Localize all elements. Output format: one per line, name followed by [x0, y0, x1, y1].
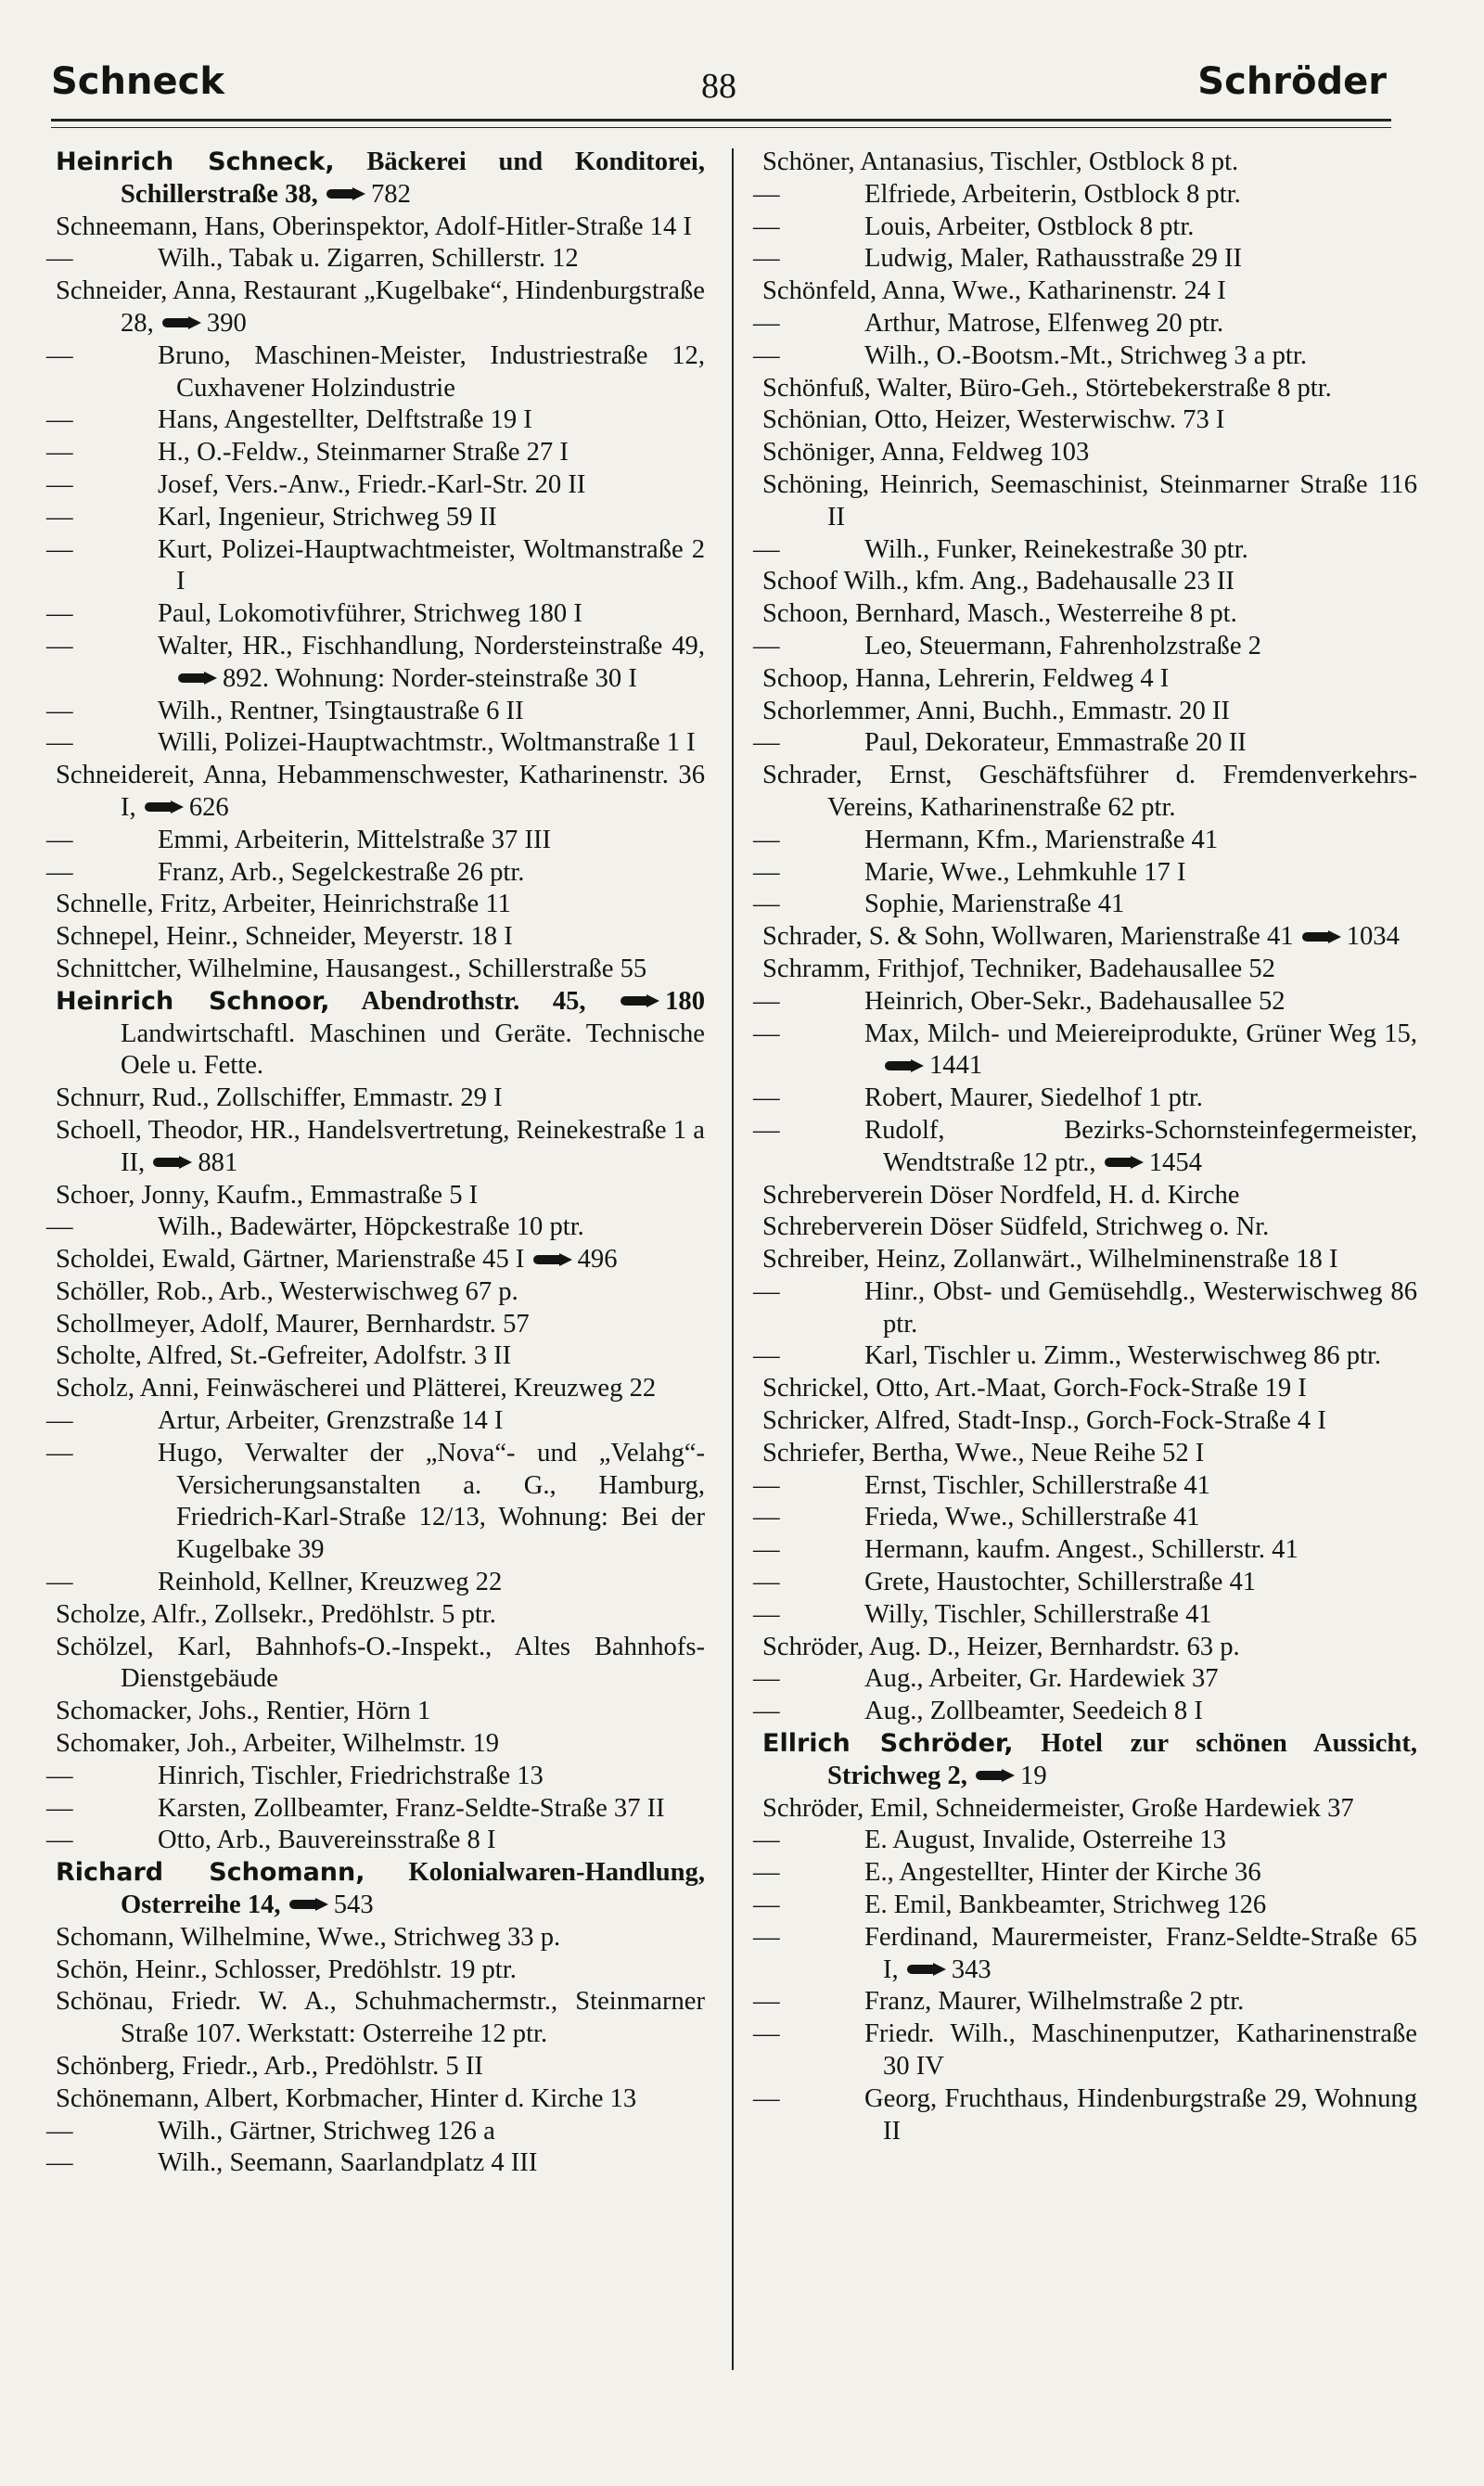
entry-text: Schöner, Antanasius, Tischler, Ostblock 8 pt. — [762, 147, 1239, 176]
entry-advertiser-name: Richard Schomann, — [56, 1858, 365, 1888]
ditto-dash: — — [753, 244, 780, 274]
phone-number: 180 — [665, 986, 705, 1016]
entry-text: Wilh., Tabak u. Zigarren, Schillerstr. 12 — [158, 244, 579, 274]
phone-number: 626 — [188, 792, 229, 822]
entry-text: Schnittcher, Wilhelmine, Hausangest., Schillerstraße 55 — [56, 954, 647, 983]
directory-entry — [753, 2083, 1417, 2148]
directory-entry — [753, 1825, 1417, 1857]
entry-text: Schönfuß, Walter, Büro-Geh., Störtebekerstraße 8 ptr. — [762, 373, 1332, 403]
ditto-dash: — — [46, 1406, 73, 1436]
entry-text: Schollmeyer, Adolf, Maurer, Bernhardstr. 57 — [56, 1309, 530, 1339]
phone-number: 543 — [333, 1890, 374, 1920]
directory-entry — [762, 760, 1417, 825]
entry-text: E. August, Invalide, Osterreihe 13 — [864, 1826, 1226, 1855]
ditto-dash: — — [46, 599, 73, 629]
header-rule-thick — [51, 119, 1391, 122]
entry-text: Wilh., Rentner, Tsingtaustraße 6 II — [158, 696, 524, 725]
ditto-dash: — — [753, 211, 780, 241]
entry-text: Friedr. Wilh., Maschinenputzer, Katharinenstraße 30 IV — [864, 2019, 1417, 2082]
directory-entry — [753, 1083, 1417, 1115]
directory-entry — [762, 373, 1417, 405]
header-rule-thin — [51, 127, 1391, 128]
directory-entry — [46, 1211, 705, 1244]
directory-entry — [56, 1244, 705, 1276]
entry-text: Paul, Lokomotivführer, Strichweg 180 I — [158, 599, 582, 629]
phone-number: 19 — [1020, 1761, 1047, 1790]
directory-entry — [56, 1340, 705, 1373]
entry-text: Rudolf, Bezirks-Schornsteinfegermeister, Wendtstraße 12 ptr., — [864, 1115, 1417, 1177]
directory-entry — [46, 2116, 705, 2148]
entry-text: Kolonialwaren-Handlung, Osterreihe 14, — [121, 1858, 706, 1920]
entry-text: Marie, Wwe., Lehmkuhle 17 I — [864, 857, 1186, 887]
entry-text: Scholze, Alfr., Zollsekr., Predöhlstr. 5 ptr. — [56, 1599, 496, 1629]
ditto-dash: — — [46, 2116, 73, 2146]
entry-text: Schöning, Heinrich, Seemaschinist, Steinmarner Straße 116 II — [762, 469, 1417, 532]
ditto-dash: — — [753, 1503, 780, 1532]
directory-entry — [56, 1276, 705, 1309]
entry-text: Schneidereit, Anna, Hebammenschwester, Katharinenstr. 36 I, — [56, 761, 705, 822]
directory-entry — [56, 1309, 705, 1341]
directory-entry — [56, 1599, 705, 1632]
entry-text: Wilh., O.-Bootsm.-Mt., Strichweg 3 a ptr. — [864, 340, 1307, 370]
entry-text: Hermann, kaufm. Angest., Schillerstr. 41 — [864, 1535, 1298, 1565]
directory-entry — [753, 1567, 1417, 1599]
directory-entry — [762, 1438, 1417, 1470]
entry-text: Scholte, Alfred, St.-Gefreiter, Adolfstr. 3 II — [56, 1341, 512, 1371]
phone-number: 782 — [371, 179, 411, 209]
header-right-keyword: Schröder — [1197, 60, 1387, 103]
directory-entry — [56, 147, 705, 211]
entry-text: Schneider, Anna, Restaurant „Kugelbake“, Hindenburgstraße 28, — [56, 276, 705, 338]
phone-number: 1454 — [1148, 1147, 1202, 1177]
ditto-dash: — — [46, 405, 73, 435]
telephone-icon — [162, 316, 203, 329]
directory-entry — [762, 954, 1417, 986]
entry-text: Schrader, S. & Sohn, Wollwaren, Marienstraße 41 — [762, 922, 1294, 952]
entry-text: E. Emil, Bankbeamter, Strichweg 126 — [864, 1890, 1267, 1920]
ditto-dash: — — [753, 825, 780, 854]
entry-text: Hinrich, Tischler, Friedrichstraße 13 — [158, 1761, 544, 1790]
directory-entry — [46, 437, 705, 469]
entry-text: Schramm, Frithjof, Techniker, Badehausallee 52 — [762, 954, 1275, 983]
entry-text-continued: Landwirtschaftl. Maschinen und Geräte. Technische Oele u. Fette. — [121, 1019, 705, 1081]
entry-text: Schreiber, Heinz, Zollanwärt., Wilhelminenstraße 18 I — [762, 1245, 1338, 1275]
telephone-icon — [533, 1253, 574, 1266]
ditto-dash: — — [753, 308, 780, 338]
entry-text: Schomacker, Johs., Rentier, Hörn 1 — [56, 1697, 431, 1726]
entry-text: Walter, HR., Fischhandlung, Nordersteinstraße 49, — [158, 631, 705, 660]
ditto-dash: — — [753, 1987, 780, 2017]
directory-entry — [762, 1244, 1417, 1276]
directory-entry — [753, 986, 1417, 1019]
ditto-dash: — — [46, 1761, 73, 1790]
directory-entry — [46, 727, 705, 760]
entry-text: Schröder, Aug. D., Heizer, Bernhardstr. 63 p. — [762, 1632, 1240, 1661]
page-header — [51, 51, 1387, 116]
directory-entry — [753, 534, 1417, 567]
entry-text: Schomann, Wilhelmine, Wwe., Strichweg 33 p. — [56, 1922, 561, 1952]
directory-entry — [56, 2083, 705, 2116]
directory-entry — [56, 1728, 705, 1761]
entry-text: Schönberg, Friedr., Arb., Predöhlstr. 5 II — [56, 2052, 483, 2082]
ditto-dash: — — [753, 1019, 780, 1048]
entry-text: Wilh., Funker, Reinekestraße 30 ptr. — [864, 534, 1248, 564]
entry-text: Schnelle, Fritz, Arbeiter, Heinrichstraße 11 — [56, 890, 511, 919]
entry-text: Scholdei, Ewald, Gärtner, Marienstraße 45 I — [56, 1245, 525, 1275]
entry-text: Ludwig, Maler, Rathausstraße 29 II — [864, 244, 1242, 274]
directory-entry — [46, 1761, 705, 1793]
directory-entry — [56, 1922, 705, 1954]
phone-number: 496 — [577, 1245, 618, 1275]
telephone-icon — [976, 1769, 1017, 1782]
directory-entry — [762, 566, 1417, 598]
entry-text: Schönau, Friedr. W. A., Schuhmachermstr., Steinmarner Straße 107. Werkstatt: Osterreihe 12 ptr. — [56, 1987, 705, 2049]
directory-entry — [56, 760, 705, 825]
page-number: 88 — [701, 67, 736, 106]
ditto-dash: — — [753, 728, 780, 758]
phone-number: 892 — [223, 663, 262, 693]
directory-entry — [56, 986, 705, 1083]
telephone-icon — [620, 994, 661, 1007]
ditto-dash: — — [46, 1212, 73, 1242]
directory-entry — [46, 1825, 705, 1857]
entry-text: Schöller, Rob., Arb., Westerwischweg 67 p. — [56, 1276, 518, 1306]
ditto-dash: — — [753, 1826, 780, 1855]
telephone-icon — [153, 1156, 194, 1169]
ditto-dash: — — [753, 631, 780, 660]
directory-entry — [46, 2147, 705, 2180]
entry-text: Schönfeld, Anna, Wwe., Katharinenstr. 24 I — [762, 276, 1226, 306]
ditto-dash: — — [46, 469, 73, 499]
directory-entry — [753, 1599, 1417, 1632]
telephone-icon — [178, 672, 219, 685]
directory-entry — [762, 696, 1417, 728]
directory-entry — [762, 1180, 1417, 1212]
entry-text: Schönian, Otto, Heizer, Westerwischw. 73 I — [762, 405, 1225, 435]
entry-text: Aug., Zollbeamter, Seedeich 8 I — [864, 1697, 1203, 1726]
telephone-icon — [145, 801, 186, 814]
directory-entry — [56, 1083, 705, 1115]
directory-entry — [46, 340, 705, 405]
ditto-dash: — — [753, 1276, 780, 1306]
telephone-icon — [326, 187, 367, 200]
entry-text: Schreberverein Döser Nordfeld, H. d. Kirche — [762, 1180, 1240, 1210]
ditto-dash: — — [753, 1568, 780, 1597]
directory-entry — [46, 469, 705, 502]
directory-entry — [762, 1793, 1417, 1826]
directory-entry — [56, 921, 705, 954]
ditto-dash: — — [753, 1890, 780, 1920]
directory-entry — [753, 631, 1417, 663]
directory-entry — [762, 404, 1417, 437]
entry-text: Schoon, Bernhard, Masch., Westerreihe 8 pt. — [762, 599, 1237, 629]
directory-entry — [762, 1373, 1417, 1405]
header-left-keyword: Schneck — [51, 60, 224, 103]
ditto-dash: — — [46, 340, 73, 370]
entry-text: Schöniger, Anna, Feldweg 103 — [762, 438, 1090, 468]
ditto-dash: — — [753, 1341, 780, 1371]
directory-entry — [46, 1438, 705, 1567]
entry-text: Grete, Haustochter, Schillerstraße 41 — [864, 1568, 1257, 1597]
phone-number: 343 — [951, 1954, 991, 1984]
entry-text: Schrickel, Otto, Art.-Maat, Gorch-Fock-Straße 19 I — [762, 1374, 1307, 1403]
directory-entry — [753, 179, 1417, 211]
entry-text: Schoop, Hanna, Lehrerin, Feldweg 4 I — [762, 663, 1170, 693]
directory-entry — [56, 1986, 705, 2051]
entry-text: Artur, Arbeiter, Grenzstraße 14 I — [158, 1406, 504, 1436]
ditto-dash: — — [46, 1568, 73, 1597]
entry-text: Schrader, Ernst, Geschäftsführer d. Fremdenverkehrs-Vereins, Katharinenstraße 62 ptr. — [762, 761, 1417, 822]
ditto-dash: — — [46, 502, 73, 532]
directory-entry — [56, 954, 705, 986]
entry-text: Schorlemmer, Anni, Buchh., Emmastr. 20 II — [762, 696, 1230, 725]
telephone-icon — [1105, 1156, 1145, 1169]
directory-entry — [762, 147, 1417, 179]
ditto-dash: — — [46, 728, 73, 758]
entry-text: Heinrich, Ober-Sekr., Badehausallee 52 — [864, 986, 1286, 1016]
entry-text: Karl, Tischler u. Zimm., Westerwischweg 86 ptr. — [864, 1341, 1382, 1371]
directory-entry — [753, 1663, 1417, 1696]
entry-text: Schönemann, Albert, Korbmacher, Hinter d. Kirche 13 — [56, 2083, 637, 2113]
entry-text: Abendrothstr. 45, — [329, 986, 586, 1016]
directory-entry — [762, 921, 1417, 954]
directory-entry — [753, 1890, 1417, 1922]
entry-text: Scholz, Anni, Feinwäscherei und Plätterei, Kreuzweg 22 — [56, 1374, 657, 1403]
left-column — [46, 147, 706, 2180]
directory-entry — [46, 598, 705, 631]
entry-text: Hermann, Kfm., Marienstraße 41 — [864, 825, 1219, 854]
directory-entry — [753, 1019, 1417, 1083]
ditto-dash: — — [46, 857, 73, 887]
directory-entry — [56, 1180, 705, 1212]
directory-entry — [46, 1405, 705, 1438]
ditto-dash: — — [46, 1438, 73, 1467]
directory-entry — [46, 404, 705, 437]
entry-text: Wilh., Badewärter, Höpckestraße 10 ptr. — [158, 1212, 584, 1242]
ditto-dash: — — [753, 179, 780, 209]
entry-text: Aug., Arbeiter, Gr. Hardewiek 37 — [864, 1664, 1219, 1694]
directory-entry — [762, 1632, 1417, 1664]
ditto-dash: — — [753, 1083, 780, 1113]
entry-text: Elfriede, Arbeiterin, Ostblock 8 ptr. — [864, 179, 1241, 209]
entry-text: Schreberverein Döser Südfeld, Strichweg o. Nr. — [762, 1212, 1270, 1242]
entry-text: Schnepel, Heinr., Schneider, Meyerstr. 18 I — [56, 922, 513, 952]
directory-entry — [753, 1986, 1417, 2018]
right-column — [753, 147, 1417, 2147]
telephone-icon — [907, 1963, 948, 1976]
directory-entry — [762, 276, 1417, 308]
directory-entry — [762, 469, 1417, 534]
ditto-dash: — — [753, 1858, 780, 1888]
ditto-dash: — — [753, 857, 780, 887]
directory-entry — [753, 825, 1417, 857]
ditto-dash: — — [753, 1664, 780, 1694]
directory-entry — [753, 1276, 1417, 1341]
phone-number: 1034 — [1346, 922, 1400, 952]
entry-text: Schneemann, Hans, Oberinspektor, Adolf-Hitler-Straße 14 I — [56, 211, 692, 241]
phone-number: 881 — [198, 1147, 238, 1177]
entry-text: Reinhold, Kellner, Kreuzweg 22 — [158, 1568, 503, 1597]
entry-text: Paul, Dekorateur, Emmastraße 20 II — [864, 728, 1247, 758]
entry-text: Frieda, Wwe., Schillerstraße 41 — [864, 1503, 1200, 1532]
directory-entry — [46, 1567, 705, 1599]
entry-text: Schoell, Theodor, HR., Handelsvertretung, Reinekestraße 1 a II, — [56, 1115, 705, 1177]
directory-entry — [56, 211, 705, 244]
directory-entry — [762, 437, 1417, 469]
directory-entry — [753, 727, 1417, 760]
entry-text: Schoer, Jonny, Kaufm., Emmastraße 5 I — [56, 1180, 479, 1210]
directory-entry — [56, 1857, 705, 1922]
entry-text-continued: . Wohnung: Norder-steinstraße 30 I — [262, 663, 637, 693]
directory-entry — [46, 825, 705, 857]
directory-entry — [56, 1632, 705, 1697]
directory-entry — [753, 1470, 1417, 1503]
entry-text: Schriefer, Bertha, Wwe., Neue Reihe 52 I — [762, 1438, 1205, 1467]
directory-entry — [762, 663, 1417, 696]
ditto-dash: — — [753, 1599, 780, 1629]
entry-text: Franz, Arb., Segelckestraße 26 ptr. — [158, 857, 525, 887]
ditto-dash: — — [753, 986, 780, 1016]
directory-entry — [753, 1696, 1417, 1728]
directory-entry — [46, 243, 705, 276]
directory-entry — [753, 889, 1417, 921]
directory-entry — [56, 276, 705, 340]
directory-entry — [753, 1922, 1417, 1987]
telephone-icon — [1302, 930, 1343, 943]
entry-text: Wilh., Gärtner, Strichweg 126 a — [158, 2116, 495, 2146]
ditto-dash: — — [46, 825, 73, 854]
entry-text: Hotel zur schönen Aussicht, Strichweg 2, — [827, 1729, 1417, 1790]
telephone-icon — [885, 1059, 926, 1072]
directory-entry — [753, 1857, 1417, 1890]
entry-text: Leo, Steuermann, Fahrenholzstraße 2 — [864, 631, 1261, 660]
ditto-dash: — — [46, 438, 73, 468]
entry-text: Willy, Tischler, Schillerstraße 41 — [864, 1599, 1212, 1629]
directory-entry — [753, 1115, 1417, 1180]
directory-entry — [753, 1340, 1417, 1373]
directory-entry — [762, 1405, 1417, 1438]
entry-text: Bruno, Maschinen-Meister, Industriestraße 12, Cuxhavener Holzindustrie — [158, 340, 705, 403]
ditto-dash: — — [753, 2083, 780, 2113]
ditto-dash: — — [753, 1115, 780, 1145]
ditto-dash: — — [46, 1826, 73, 1855]
directory-entry — [56, 889, 705, 921]
directory-entry — [46, 502, 705, 534]
directory-entry — [56, 1115, 705, 1180]
directory-entry — [753, 857, 1417, 890]
phone-number: 1441 — [929, 1051, 983, 1081]
entry-text: Bäckerei und Konditorei, Schillerstraße 38, — [121, 147, 705, 209]
ditto-dash: — — [46, 1793, 73, 1823]
ditto-dash: — — [46, 631, 73, 660]
directory-entry — [46, 857, 705, 890]
directory-entry — [753, 243, 1417, 276]
column-divider — [732, 148, 734, 2370]
directory-entry — [56, 1696, 705, 1728]
directory-entry — [46, 1793, 705, 1826]
entry-text: Schoof Wilh., kfm. Ang., Badehausalle 23 II — [762, 567, 1235, 596]
entry-text: Hugo, Verwalter der „Nova“- und „Velahg“-Versicherungsanstalten a. G., Hamburg, Friedrich-Karl-Straße 12/13, Wohnung: Bei der Kugelbake 39 — [158, 1438, 705, 1565]
entry-text: Hinr., Obst- und Gemüsehdlg., Westerwischweg 86 ptr. — [864, 1276, 1417, 1339]
entry-text: Max, Milch- und Meiereiprodukte, Grüner Weg 15, — [864, 1019, 1417, 1048]
directory-entry — [753, 211, 1417, 244]
directory-entry — [46, 696, 705, 728]
entry-text: Schnurr, Rud., Zollschiffer, Emmastr. 29 I — [56, 1083, 503, 1113]
entry-text: Otto, Arb., Bauvereinsstraße 8 I — [158, 1826, 496, 1855]
entry-text: Sophie, Marienstraße 41 — [864, 890, 1125, 919]
entry-text: Ernst, Tischler, Schillerstraße 41 — [864, 1470, 1210, 1500]
entry-text: Arthur, Matrose, Elfenweg 20 ptr. — [864, 308, 1224, 338]
entry-text: Schröder, Emil, Schneidermeister, Große Hardewiek 37 — [762, 1793, 1354, 1823]
ditto-dash: — — [753, 534, 780, 564]
entry-text: Kurt, Polizei-Hauptwachtmeister, Woltmanstraße 2 I — [158, 534, 705, 596]
ditto-dash: — — [753, 340, 780, 370]
directory-entry — [753, 308, 1417, 340]
ditto-dash: — — [753, 1470, 780, 1500]
entry-text: H., O.-Feldw., Steinmarner Straße 27 I — [158, 438, 569, 468]
entry-text: Louis, Arbeiter, Ostblock 8 ptr. — [864, 211, 1195, 241]
entry-advertiser-name: Heinrich Schnoor, — [56, 986, 330, 1016]
directory-entry — [56, 2051, 705, 2083]
entry-text: Ferdinand, Maurermeister, Franz-Seldte-Straße 65 I, — [864, 1922, 1417, 1984]
ditto-dash: — — [46, 696, 73, 725]
telephone-icon — [289, 1898, 330, 1911]
directory-entry — [753, 2018, 1417, 2083]
directory-entry — [753, 1502, 1417, 1534]
directory-entry — [46, 631, 705, 696]
entry-text: Schölzel, Karl, Bahnhofs-O.-Inspekt., Altes Bahnhofs-Dienstgebäude — [56, 1632, 705, 1694]
entry-advertiser-name: Ellrich Schröder, — [762, 1729, 1014, 1759]
entry-text: Georg, Fruchthaus, Hindenburgstraße 29, Wohnung II — [864, 2083, 1417, 2146]
phone-number: 390 — [206, 308, 247, 338]
entry-text: Schön, Heinr., Schlosser, Predöhlstr. 19 ptr. — [56, 1954, 517, 1984]
ditto-dash: — — [753, 1922, 780, 1952]
entry-text: Schomaker, Joh., Arbeiter, Wilhelmstr. 19 — [56, 1729, 500, 1759]
ditto-dash: — — [753, 890, 780, 919]
entry-text: Karsten, Zollbeamter, Franz-Seldte-Straße 37 II — [158, 1793, 665, 1823]
directory-entry — [56, 1373, 705, 1405]
ditto-dash: — — [46, 244, 73, 274]
ditto-dash: — — [46, 534, 73, 564]
entry-text: Wilh., Seemann, Saarlandplatz 4 III — [158, 2148, 538, 2178]
entry-text: Franz, Maurer, Wilhelmstraße 2 ptr. — [864, 1987, 1245, 2017]
entry-advertiser-name: Heinrich Schneck, — [56, 147, 335, 176]
directory-entry — [46, 534, 705, 599]
ditto-dash: — — [753, 2019, 780, 2049]
entry-text: Hans, Angestellter, Delftstraße 19 I — [158, 405, 532, 435]
directory-entry — [753, 1534, 1417, 1567]
entry-text: Emmi, Arbeiterin, Mittelstraße 37 III — [158, 825, 552, 854]
directory-entry — [762, 1728, 1417, 1793]
ditto-dash: — — [753, 1535, 780, 1565]
entry-text: Karl, Ingenieur, Strichweg 59 II — [158, 502, 497, 532]
entry-text: Robert, Maurer, Siedelhof 1 ptr. — [864, 1083, 1203, 1113]
entry-text: Willi, Polizei-Hauptwachtmstr., Woltmanstraße 1 I — [158, 728, 696, 758]
entry-text: Schricker, Alfred, Stadt-Insp., Gorch-Fock-Straße 4 I — [762, 1406, 1326, 1436]
directory-entry — [762, 598, 1417, 631]
directory-entry — [56, 1954, 705, 1987]
ditto-dash: — — [753, 1697, 780, 1726]
directory-entry — [753, 340, 1417, 373]
ditto-dash: — — [46, 2148, 73, 2178]
directory-entry — [762, 1211, 1417, 1244]
entry-text: Josef, Vers.-Anw., Friedr.-Karl-Str. 20 II — [158, 469, 586, 499]
entry-text: E., Angestellter, Hinter der Kirche 36 — [864, 1858, 1261, 1888]
